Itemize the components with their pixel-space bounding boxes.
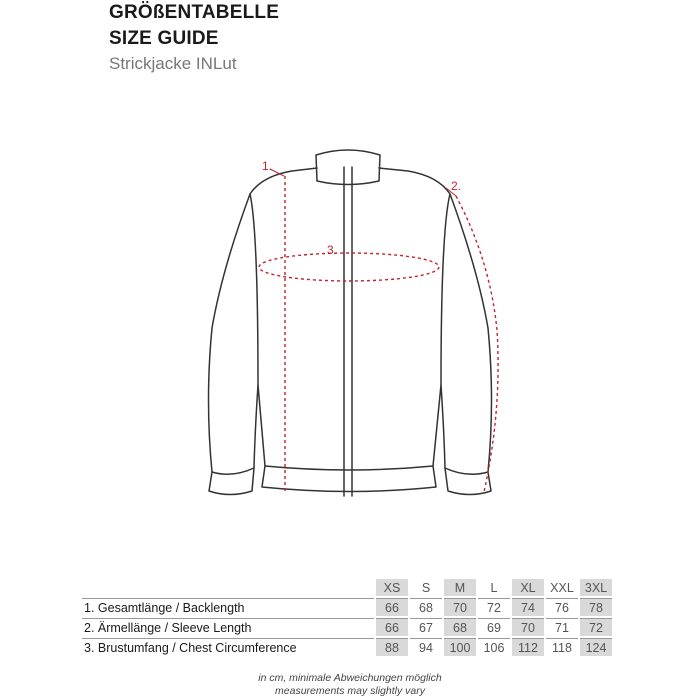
measure-line-chest <box>259 253 439 281</box>
table-cell: 112 <box>512 638 544 656</box>
row-label: 2. Ärmellänge / Sleeve Length <box>82 618 374 636</box>
table-cell: 70 <box>512 618 544 636</box>
size-header-cell: M <box>444 579 476 596</box>
page-title: GRÖßENTABELLE <box>109 2 280 23</box>
table-cell: 68 <box>444 618 476 636</box>
page-subtitle: SIZE GUIDE <box>109 28 219 49</box>
hem-band <box>265 466 433 470</box>
footnote-de: in cm, minimale Abweichungen möglich <box>258 672 442 684</box>
table-row <box>82 618 612 636</box>
size-header-row <box>82 579 612 596</box>
table-row <box>82 598 612 616</box>
table-cell: 66 <box>376 598 408 616</box>
measure-line-sleeve <box>456 196 498 492</box>
table-cell: 94 <box>410 638 442 656</box>
right-shoulder-seam <box>441 194 450 385</box>
size-header-cell: S <box>421 580 431 595</box>
footnote-en: measurements may slightly vary <box>275 685 425 697</box>
product-name: Strickjacke INLut <box>109 54 237 73</box>
table-cell: 106 <box>478 638 510 656</box>
table-cell: 71 <box>546 618 578 636</box>
table-cell: 72 <box>478 598 510 616</box>
left-cuff <box>212 468 254 474</box>
size-table <box>80 577 614 658</box>
size-header-cell: XS <box>376 579 408 596</box>
size-header-cell: L <box>490 580 498 595</box>
jacket-body-outline <box>209 168 492 495</box>
table-cell: 74 <box>512 598 544 616</box>
table-cell: 72 <box>580 618 612 636</box>
table-row <box>82 638 612 656</box>
size-header-cell: XXL <box>550 580 574 595</box>
table-cell: 66 <box>376 618 408 636</box>
row-label: 3. Brustumfang / Chest Circumference <box>82 638 374 656</box>
right-cuff <box>445 468 488 474</box>
size-header-cell: 3XL <box>580 579 612 596</box>
left-shoulder-seam <box>250 194 258 385</box>
marker-1: 1. <box>262 159 273 173</box>
row-label: 1. Gesamtlänge / Backlength <box>82 598 374 616</box>
table-cell: 68 <box>410 598 442 616</box>
table-cell: 76 <box>546 598 578 616</box>
table-cell: 118 <box>546 638 578 656</box>
table-cell: 100 <box>444 638 476 656</box>
jacket-collar <box>316 150 380 185</box>
table-cell: 69 <box>478 618 510 636</box>
marker-3: 3. <box>327 243 338 257</box>
table-cell: 67 <box>410 618 442 636</box>
table-cell: 70 <box>444 598 476 616</box>
table-cell: 124 <box>580 638 612 656</box>
table-cell: 88 <box>376 638 408 656</box>
marker-2: 2. <box>451 179 462 193</box>
table-cell: 78 <box>580 598 612 616</box>
size-header-cell: XL <box>512 579 544 596</box>
